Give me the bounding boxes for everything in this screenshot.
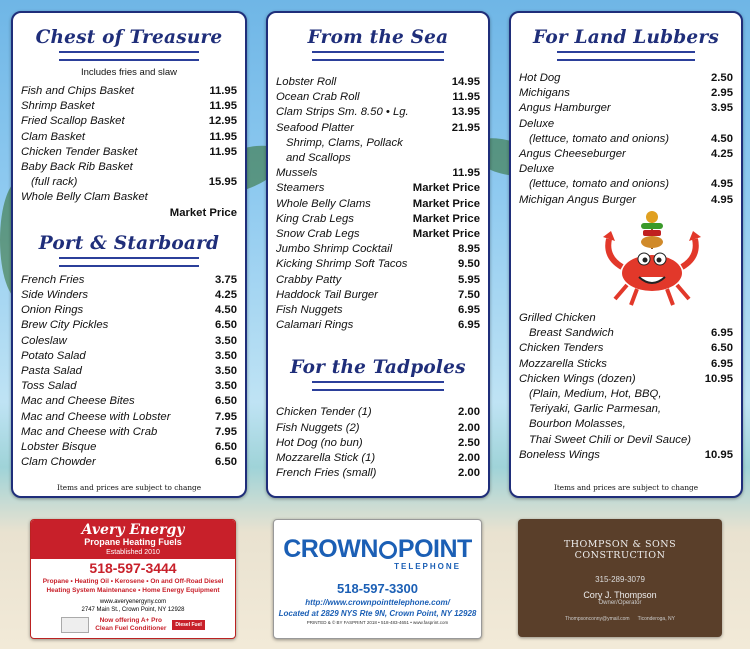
menu-item: Chicken Tenders 6.50 — [519, 342, 733, 355]
ad-thompson-construction — [518, 519, 722, 637]
menu-item: Baby Back Rib Basket — [21, 161, 133, 174]
section-title-port: Port & Starboard — [38, 232, 220, 254]
menu-item: Ocean Crab Roll 11.95 — [276, 91, 480, 104]
chest-items — [13, 84, 245, 221]
menu-item: Fish Nuggets (2) 2.00 — [276, 421, 480, 434]
menu-item: Breast Sandwich 6.95 — [529, 327, 733, 340]
menu-item: Teriyaki, Garlic Parmesan, — [529, 403, 662, 416]
title-rule — [59, 51, 198, 61]
thompson-role: Owner/Operator — [598, 600, 642, 606]
menu-item: Onion Rings 4.50 — [21, 304, 237, 317]
thompson-title: THOMPSON & SONS CONSTRUCTION — [563, 539, 677, 561]
panel-left — [11, 11, 247, 498]
menu-item: French Fries 3.75 — [21, 273, 237, 286]
menu-item: Fish Nuggets 6.95 — [276, 304, 480, 317]
menu-item: Shrimp, Clams, Pollack — [286, 136, 403, 149]
menu-item: (lettuce, tomato and onions) 4.95 — [529, 178, 733, 191]
avery-services-2: Heating System Maintenance • Home Energy Equipment — [46, 587, 220, 594]
menu-item: Mozzarella Stick (1) 2.00 — [276, 452, 480, 465]
price-disclaimer: Items and prices are subject to change — [553, 483, 699, 492]
avery-phone: 518-597-3444 — [89, 560, 177, 576]
menu-item: Whole Belly Clam Basket — [21, 191, 148, 204]
menu-item: Shrimp Basket 11.95 — [21, 100, 237, 113]
avery-tagline: Propane Heating Fuels — [84, 537, 182, 547]
panel-middle — [266, 11, 490, 498]
menu-item: Mac and Cheese with Crab 7.95 — [21, 425, 237, 438]
menu-item: (lettuce, tomato and onions) 4.50 — [529, 132, 733, 145]
port-items — [13, 273, 245, 471]
section-title-land: For Land Lubbers — [533, 27, 719, 48]
title-rule — [59, 257, 198, 267]
avery-services-1: Propane • Heating Oil • Kerosene • On and Off-Road Diesel — [42, 578, 224, 585]
land-items-2 — [511, 311, 741, 463]
menu-item: Calamari Rings 6.95 — [276, 319, 480, 332]
title-rule — [557, 51, 695, 61]
menu-item: Chicken Tender Basket 11.95 — [21, 145, 237, 158]
crown-address: Located at 2829 NYS Rte 9N, Crown Point, NY 12928 — [278, 609, 477, 618]
menu-item: Whole Belly Clams Market Price — [276, 197, 480, 210]
menu-item: Toss Salad 3.50 — [21, 380, 237, 393]
menu-item: Side Winders 4.25 — [21, 289, 237, 302]
panel-right — [509, 11, 743, 498]
menu-item: Boneless Wings 10.95 — [519, 448, 733, 461]
menu-item: Fish and Chips Basket 11.95 — [21, 85, 237, 97]
menu-item: Angus Cheeseburger 4.25 — [519, 148, 733, 161]
sea-items — [268, 75, 488, 333]
menu-item: Brew City Pickles 6.50 — [21, 319, 237, 332]
menu-item: and Scallops — [286, 152, 351, 165]
thompson-phone: 315-289-3079 — [595, 575, 645, 584]
crown-logo — [274, 536, 481, 562]
crown-phone: 518-597-3300 — [337, 581, 418, 596]
avery-logo-badge — [61, 617, 89, 633]
title-rule — [312, 381, 444, 391]
tadpoles-items — [268, 405, 488, 481]
menu-item: Mozzarella Sticks 6.95 — [519, 357, 733, 370]
menu-item: Clam Basket 11.95 — [21, 130, 237, 143]
title-rule — [312, 51, 444, 61]
menu-item: Clam Strips Sm. 8.50 • Lg. 13.95 — [276, 106, 480, 119]
menu-item: Bourbon Molasses, — [529, 418, 626, 431]
menu-item: Seafood Platter 21.95 — [276, 121, 480, 134]
menu-item: Hot Dog 2.50 — [519, 72, 733, 84]
price-disclaimer: Items and prices are subject to change — [56, 483, 202, 492]
crown-sub: TELEPHONE — [394, 562, 461, 571]
menu-item: Michigan Angus Burger 4.95 — [519, 193, 733, 206]
ad-avery-energy — [30, 519, 236, 639]
menu-item: Angus Hamburger 3.95 — [519, 102, 733, 115]
ad-crown-point — [273, 519, 482, 639]
avery-web: www.averyenergyny.com — [99, 599, 167, 605]
menu-item: Lobster Roll 14.95 — [276, 76, 480, 88]
avery-offer-2: Clean Fuel Conditioner — [95, 625, 167, 632]
menu-item: Crabby Patty 5.95 — [276, 273, 480, 286]
avery-header — [31, 520, 235, 559]
menu-item: Michigans 2.95 — [519, 87, 733, 100]
section-title-sea: From the Sea — [307, 27, 449, 48]
section-title-chest: Chest of Treasure — [35, 27, 223, 48]
menu-item: Snow Crab Legs Market Price — [276, 228, 480, 241]
menu-item: Clam Chowder 6.50 — [21, 456, 237, 469]
avery-address: 2747 Main St., Crown Point, NY 12928 — [81, 607, 185, 613]
menu-item: (full rack) 15.95 — [31, 176, 237, 189]
avery-diesel-badge: Diesel Fuel — [172, 620, 204, 630]
menu-item: Grilled Chicken — [519, 312, 596, 324]
menu-item: Chicken Wings (dozen) 10.95 — [519, 372, 733, 385]
menu-item: Pasta Salad 3.50 — [21, 365, 237, 378]
crown-brand-left: CROWN — [283, 535, 378, 563]
menu-item: Hot Dog (no bun) 2.50 — [276, 436, 480, 449]
menu-item: Steamers Market Price — [276, 182, 480, 195]
menu-item: Thai Sweet Chili or Devil Sauce) — [529, 433, 691, 446]
menu-item: Mac and Cheese Bites 6.50 — [21, 395, 237, 408]
crown-o-icon — [379, 541, 397, 559]
thompson-city: Ticonderoga, NY — [637, 616, 675, 622]
crown-brand-right: POINT — [397, 535, 472, 563]
land-items — [511, 71, 741, 208]
menu-item: (Plain, Medium, Hot, BBQ, — [529, 388, 662, 401]
section-title-tadpoles: For the Tadpoles — [290, 357, 466, 379]
menu-item: French Fries (small) 2.00 — [276, 467, 480, 480]
menu-item: Lobster Bisque 6.50 — [21, 441, 237, 454]
menu-item: Jumbo Shrimp Cocktail 8.95 — [276, 243, 480, 256]
menu-item: Potato Salad 3.50 — [21, 349, 237, 362]
menu-item: Chicken Tender (1) 2.00 — [276, 406, 480, 419]
chest-note: Includes fries and slaw — [80, 67, 178, 78]
thompson-email: Thompsonconny@ymail.com — [565, 616, 630, 622]
thompson-name: Cory J. Thompson — [583, 590, 657, 600]
crown-web: http://www.crownpointtelephone.com/ — [305, 598, 450, 607]
avery-brand: Avery Energy — [81, 522, 185, 538]
avery-offer-1: Now offering A+ Pro — [99, 617, 162, 624]
menu-item: King Crab Legs Market Price — [276, 212, 480, 225]
menu-item: Deluxe — [519, 163, 555, 176]
printer-credit: PRINTED & © BY FASPRINT 2018 • 518-483-4651 • www.fasprint.com — [306, 620, 449, 625]
menu-item: Mac and Cheese with Lobster 7.95 — [21, 410, 237, 423]
crab-mascot-icon — [597, 209, 707, 309]
menu-item: Mussels 11.95 — [276, 167, 480, 180]
menu-item: Kicking Shrimp Soft Tacos 9.50 — [276, 258, 480, 271]
avery-established: Established 2010 — [106, 549, 160, 556]
menu-item: Deluxe — [519, 117, 555, 130]
menu-item: Coleslaw 3.50 — [21, 334, 237, 347]
menu-item: Fried Scallop Basket 12.95 — [21, 115, 237, 128]
menu-item: Market Price — [169, 206, 237, 219]
menu-item: Haddock Tail Burger 7.50 — [276, 288, 480, 301]
